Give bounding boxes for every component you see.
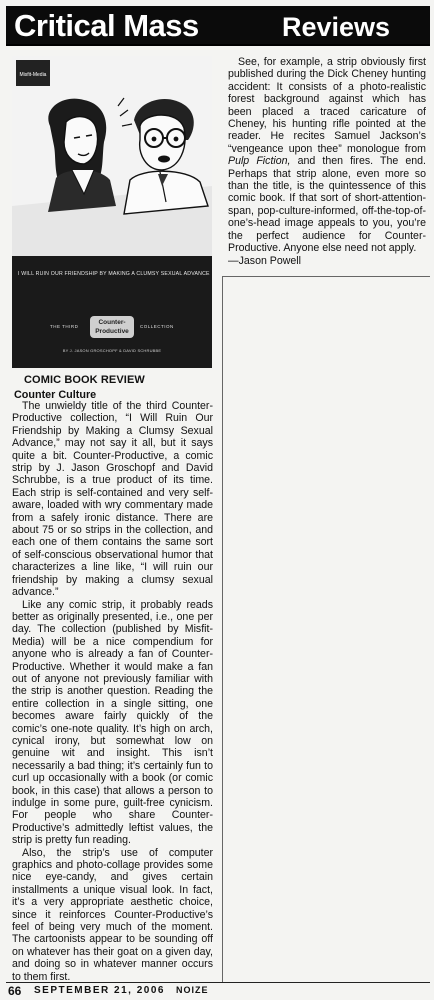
review-body xyxy=(12,400,213,983)
author-signature: —Jason Powell xyxy=(228,254,302,267)
cover-caption: I WILL RUIN OUR FRIENDSHIP BY MAKING A CLUMSY SEXUAL ADVANCE xyxy=(18,271,210,277)
cover-illustration xyxy=(12,56,212,256)
masthead xyxy=(6,6,430,46)
masthead-section: Reviews xyxy=(282,12,391,42)
article-title: Counter Culture xyxy=(14,389,97,401)
column-divider xyxy=(222,276,430,277)
page-number: 66 xyxy=(8,984,22,998)
review-continuation xyxy=(228,56,426,267)
page-footer xyxy=(6,982,430,998)
comic-characters-illustration xyxy=(12,56,212,256)
section-label: COMIC BOOK REVIEW xyxy=(24,374,145,386)
article-paragraph: Also, the strip’s use of computer graphics and photo-collage provides some nice eye-candy, and gives certain installments a unique visual look. In fact, it’s a very appropriate aesthetic choice, since it reinforces Counter-Productive’s feel of being very much of the moment. The cartoonists appear to be sounding off on whatever has their goat on a given day, and doing so in whatever manner occurs to them first. xyxy=(12,846,213,983)
cover-series-row xyxy=(18,316,206,338)
publication-name: NOIZE xyxy=(176,985,209,995)
cover-series-right-text: COLLECTION xyxy=(140,324,174,329)
article-paragraph: The unwieldy title of the third Counter-Productive collection, “I Will Ruin Our Friendship by Making a Clumsy Sexual Advance,” may not say it all, but it says quite a bit. Counter-Productive, a comic strip by J. Jason Groschopf and David Schrubbe, is a true product of its time. Each strip is self-contained and very self-aware, loaded with wry commentary made from a safely ironic distance. There are about 75 or so strips in the collection, and each one of them contains the same sort of self-conscious observational humor that characterizes a line like, “I will ruin our friendship by making a clumsy sexual advance.” xyxy=(12,400,213,599)
counter-productive-logo: Counter-Productive xyxy=(90,316,134,338)
column-divider xyxy=(222,276,223,982)
article-paragraph xyxy=(228,56,426,255)
film-title: Pulp Fiction, xyxy=(228,155,291,168)
masthead-title: Critical Mass xyxy=(14,8,199,43)
cover-credits: BY J. JASON GROSCHOPF & DAVID SCHRUBBE xyxy=(62,348,162,353)
cover-series-left-text: THE THIRD xyxy=(50,324,79,329)
paragraph-text: and then fires. The end. Perhaps that strip alone, even more so than the title, is the quintessence of this comic book. If that sort of short-attention-span, pop-culture-informed, off-the-top-of-one’s-head image appeals to you, you’re the perfect audience for Counter-Productive. Anyone else need not apply. xyxy=(228,155,426,255)
paragraph-text: See, for example, a strip obviously first published during the Dick Cheney hunting accident: It consists of a photo-realistic forest background against which has been placed a traced caricature of Cheney, his hunting rifle pointed at the reader. He recites Samuel Jackson’s “vengeance upon thee” monologue from xyxy=(228,56,426,155)
publisher-logo: Misfit-Media xyxy=(16,60,50,86)
article-paragraph: Like any comic strip, it probably reads better as originally presented, i.e., one per day. The collection (published by Misfit-Media) will be a nice compendium for anyone who is already a fan of Counter-Productive. Whether it would make a fan out of anyone not previously familiar with the strip is another question. Reading the entire collection in a single sitting, one becomes aware fairly quickly of the comic’s one-note quality. It’s high on arch, cynical irony, but somewhat low on genuine wit and insight. This isn’t necessarily a bad thing; it’s certainly fun to curl up occasionally with a book (or comic book, in this case) that allows a person to indulge in some pure, guilt-free cynicism. For people who share Counter-Productive’s admittedly leftist values, the strip is pretty fun reading. xyxy=(12,598,213,847)
book-cover-image xyxy=(12,56,212,368)
issue-date: SEPTEMBER 21, 2006 xyxy=(34,985,165,996)
